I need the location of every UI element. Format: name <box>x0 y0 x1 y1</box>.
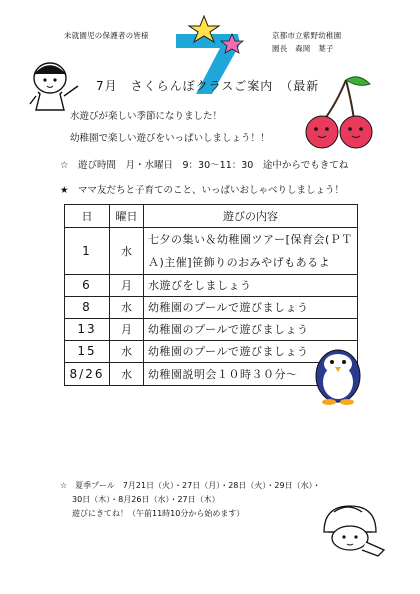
row-content: 幼稚園のプールで遊びましょう <box>144 319 358 341</box>
pool-note-line-1: ☆ 夏季プール 7月21日（火）・27日（月）・28日（火）・29日（水）・ <box>60 481 321 490</box>
header-content: 遊びの内容 <box>144 205 358 228</box>
schedule-info: ☆ 遊び時間 月・水曜日 9：30～11：30 途中からでもきてね <box>60 160 349 171</box>
penguin-illustration <box>310 340 366 406</box>
intro-line-2: 幼稚園で楽しい遊びをいっぱいしましょう！！ <box>70 133 270 144</box>
page-title: 7月 さくらんぼクラスご案内 （最新 <box>96 79 320 93</box>
row-weekday: 月 <box>110 275 144 297</box>
row-weekday: 水 <box>110 341 144 363</box>
header-weekday: 曜日 <box>110 205 144 228</box>
row-weekday: 水 <box>110 363 144 386</box>
row-weekday: 水 <box>110 297 144 319</box>
row-day: 6 <box>65 275 110 297</box>
row-day: 13 <box>65 319 110 341</box>
table-row <box>65 297 358 319</box>
row-content: 七夕の集い＆幼稚園ツアー[保育会(ＰＴＡ)主催]笹飾りのおみやげもあるよ <box>144 228 358 275</box>
row-day: 1 <box>65 228 110 275</box>
table-header-row <box>65 205 358 228</box>
header-day: 日 <box>65 205 110 228</box>
row-day: 8 <box>65 297 110 319</box>
table-row <box>65 228 358 275</box>
table-row <box>65 275 358 297</box>
row-content: 水遊びをしましょう <box>144 275 358 297</box>
header-principal: 園長 森岡 葉子 <box>272 44 334 53</box>
row-weekday: 水 <box>110 228 144 275</box>
girl-illustration <box>28 56 90 112</box>
header-addressee: 未就園児の保護者の皆様 <box>64 31 149 40</box>
intro-line-1: 水遊びが楽しい季節になりました！ <box>70 111 223 122</box>
table-row <box>65 319 358 341</box>
row-content: 幼稚園のプールで遊びましょう <box>144 297 358 319</box>
header-school-name: 京都市立紫野幼稚園 <box>272 31 342 40</box>
cherries-illustration <box>296 74 380 156</box>
row-day: 8/26 <box>65 363 110 386</box>
pool-note-line-3: 遊びにきてね！（午前11時10分から始めます） <box>72 509 245 518</box>
pool-note-line-2: 30日（木）・8月26日（水）・27日（木） <box>72 495 220 504</box>
row-day: 15 <box>65 341 110 363</box>
mama-line: ★ ママ友だちと子育てのこと、いっぱいおしゃべりしましょう！ <box>60 185 345 196</box>
row-weekday: 月 <box>110 319 144 341</box>
row-content: 幼稚園のプールで遊びましょう <box>144 341 358 363</box>
child-helmet-illustration <box>318 502 388 562</box>
leaf-icon <box>346 77 370 86</box>
row-content: 幼稚園説明会１０時３０分～ <box>144 363 358 386</box>
